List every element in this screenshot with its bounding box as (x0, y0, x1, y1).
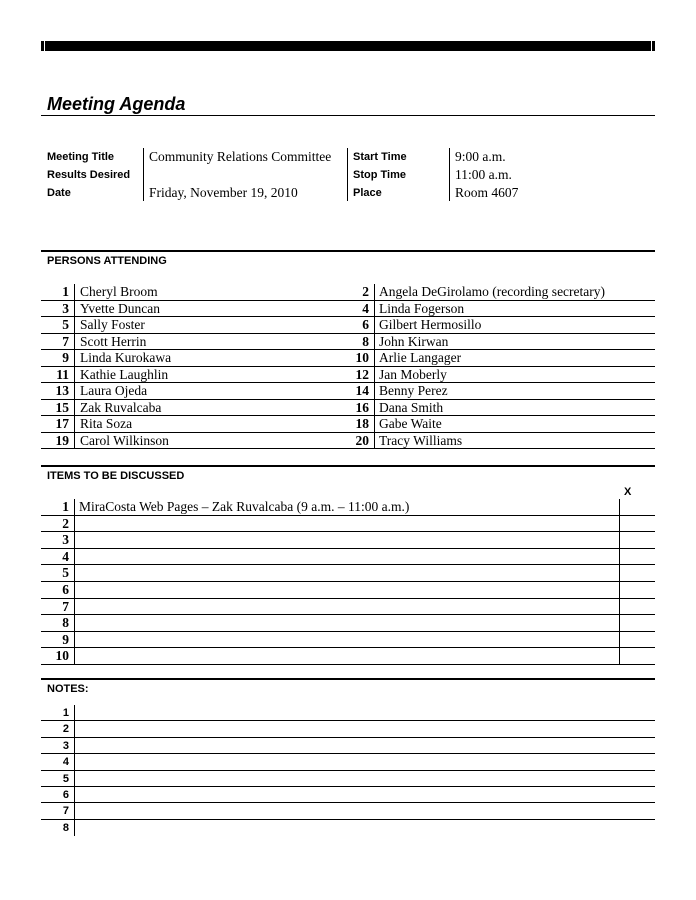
note-line[interactable] (41, 771, 655, 787)
person-name: Carol Wilkinson (80, 432, 169, 448)
item-number: 4 (62, 548, 69, 564)
section-divider (41, 678, 655, 680)
person-name: Rita Soza (80, 416, 133, 431)
person-number: 6 (362, 317, 369, 332)
item-number: 10 (55, 648, 69, 664)
person-name: John Kirwan (379, 333, 449, 349)
person-number: 1 (62, 284, 69, 299)
person-number: 10 (355, 350, 369, 365)
start-time-value: 9:00 a.m. (455, 149, 506, 164)
person-name: Zak Ruvalcaba (80, 399, 162, 415)
note-line[interactable] (41, 705, 655, 721)
person-name: Scott Herrin (80, 333, 147, 349)
table-row (41, 301, 655, 318)
meta-separator (449, 148, 450, 201)
table-row (41, 350, 655, 367)
results-desired-label: Results Desired (47, 169, 131, 181)
person-number: 7 (62, 333, 69, 349)
list-item (41, 582, 655, 599)
person-number: 5 (62, 317, 69, 332)
item-number: 9 (62, 631, 69, 647)
person-number: 14 (355, 383, 369, 398)
item-number: 7 (62, 598, 69, 614)
person-name: Yvette Duncan (80, 300, 160, 316)
title-divider (41, 115, 655, 116)
note-number: 4 (62, 756, 69, 769)
note-number: 6 (62, 789, 69, 801)
person-name: Dana Smith (379, 399, 444, 415)
note-number: 7 (62, 805, 69, 818)
place-label: Place (353, 187, 382, 199)
person-name: Benny Perez (379, 383, 448, 398)
table-row (41, 317, 655, 334)
list-item (41, 516, 655, 533)
items-heading: ITEMS TO BE DISCUSSED (47, 470, 185, 482)
list-item (41, 532, 655, 549)
person-name: Gilbert Hermosillo (379, 317, 482, 332)
person-number: 18 (355, 416, 369, 431)
item-number: 5 (62, 565, 69, 581)
place-value: Room 4607 (455, 185, 519, 200)
note-number: 8 (62, 821, 69, 834)
table-row (41, 334, 655, 351)
list-item (41, 599, 655, 616)
list-item (41, 549, 655, 566)
person-number: 4 (362, 300, 369, 316)
item-number: 1 (62, 499, 69, 514)
note-line[interactable] (41, 820, 655, 836)
item-number: 8 (62, 615, 69, 631)
meeting-title-value: Community Relations Committee (149, 149, 332, 164)
start-time-label: Start Time (353, 151, 407, 163)
note-line[interactable] (41, 738, 655, 754)
list-item (41, 499, 655, 516)
table-row (41, 433, 655, 450)
item-number: 2 (62, 515, 69, 531)
list-item (41, 615, 655, 632)
meeting-title-label: Meeting Title (47, 151, 115, 163)
list-item (41, 565, 655, 582)
item-number: 3 (62, 532, 69, 548)
table-row (41, 284, 655, 301)
note-line[interactable] (41, 787, 655, 803)
note-line[interactable] (41, 754, 655, 770)
list-item (41, 632, 655, 649)
date-label: Date (47, 187, 71, 199)
note-number: 5 (62, 772, 69, 785)
page-title: Meeting Agenda (47, 94, 186, 114)
person-number: 9 (62, 350, 69, 365)
person-number: 12 (355, 366, 369, 382)
stop-time-label: Stop Time (353, 169, 406, 181)
table-row (41, 383, 655, 400)
list-item (41, 648, 655, 665)
note-number: 2 (62, 723, 69, 736)
notes-heading: NOTES: (47, 683, 89, 695)
person-name: Arlie Langager (379, 350, 462, 365)
person-number: 11 (56, 366, 69, 382)
person-number: 2 (362, 284, 369, 299)
person-number: 17 (55, 416, 69, 431)
item-number: 6 (62, 582, 69, 597)
note-line[interactable] (41, 721, 655, 737)
person-number: 3 (62, 300, 69, 316)
person-number: 19 (55, 432, 69, 448)
person-name: Angela DeGirolamo (recording secretary) (379, 284, 606, 299)
person-number: 15 (55, 399, 69, 415)
person-number: 20 (355, 432, 369, 448)
note-number: 3 (62, 739, 69, 752)
persons-attending-heading: PERSONS ATTENDING (47, 255, 167, 267)
person-name: Laura Ojeda (80, 383, 148, 398)
stop-time-value: 11:00 a.m. (455, 167, 512, 182)
note-line[interactable] (41, 803, 655, 819)
person-name: Tracy Williams (379, 432, 463, 448)
person-number: 16 (355, 399, 369, 415)
item-text: MiraCosta Web Pages – Zak Ruvalcaba (9 a.m. – 11:00 a.m.) (79, 499, 410, 514)
person-name: Linda Fogerson (379, 300, 465, 316)
table-row (41, 367, 655, 384)
meta-separator (143, 148, 144, 201)
meta-separator (347, 148, 348, 201)
items-x-header: X (624, 486, 632, 498)
person-name: Linda Kurokawa (80, 350, 172, 365)
section-divider (41, 250, 655, 252)
person-name: Sally Foster (80, 317, 145, 332)
person-name: Cheryl Broom (80, 284, 158, 299)
section-divider (41, 465, 655, 467)
header-bar (41, 41, 655, 51)
person-number: 8 (362, 333, 369, 349)
person-name: Gabe Waite (379, 416, 442, 431)
table-row (41, 400, 655, 417)
person-name: Jan Moberly (379, 366, 447, 382)
note-number: 1 (62, 707, 69, 719)
table-row (41, 416, 655, 433)
person-number: 13 (55, 383, 69, 398)
date-value: Friday, November 19, 2010 (149, 185, 298, 200)
person-name: Kathie Laughlin (80, 366, 169, 382)
